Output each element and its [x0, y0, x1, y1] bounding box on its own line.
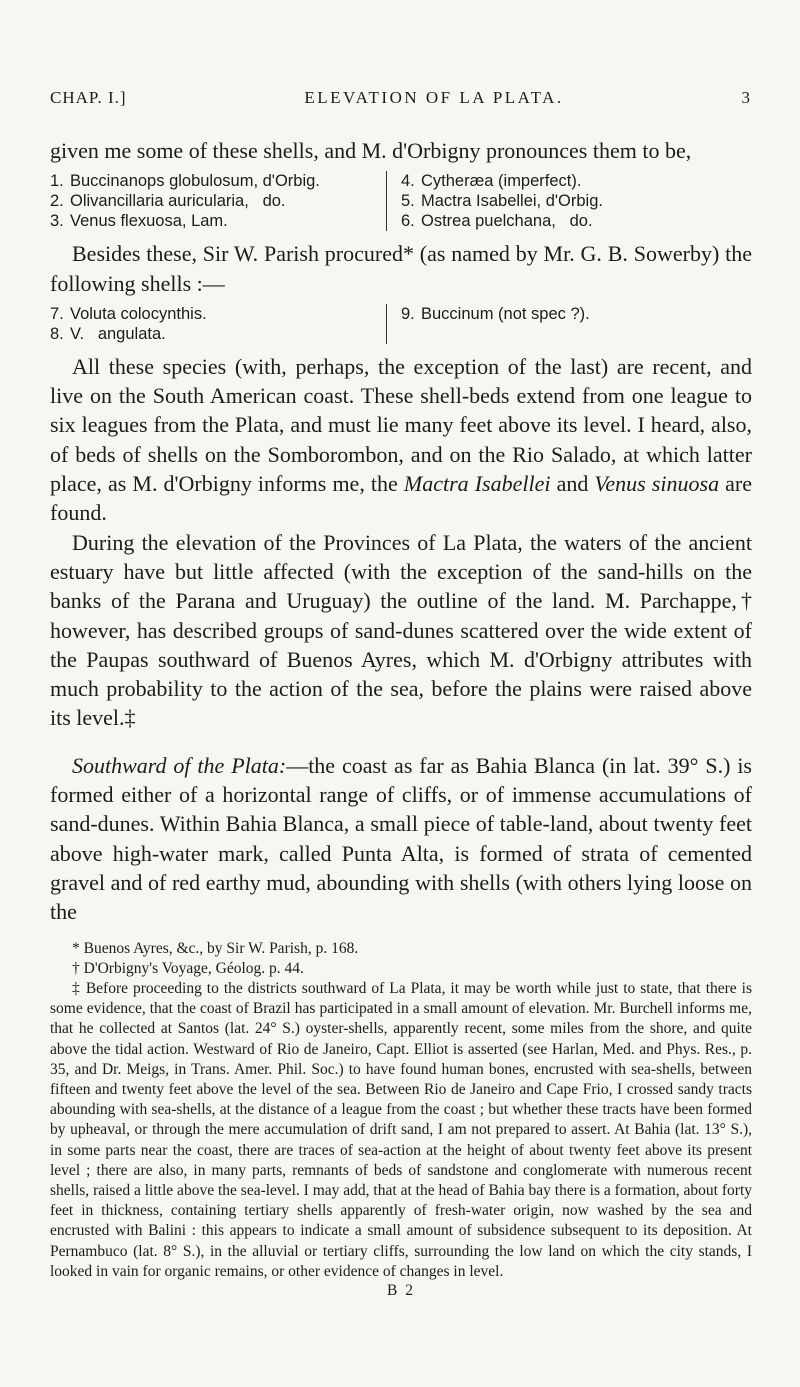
footnote: ‡ Before proceeding to the districts southward of La Plata, it may be worth while just to state, that there is some evidence, that the coast of Brazil has participated in a small amount of elevation. Mr. Burchell informs me, that he collected at Santos (lat. 24° S.) oyster-shells, apparently recent, some miles from the shore, and quite above the tidal action. Westward of Rio de Janeiro, Capt. Elliot is asserted (see Harlan, Med. and Phys. Res., p. 35, and Dr. Meigs, in Trans. Amer. Phil. Soc.) to have found human bones, encrusted with sea-shells, between fifteen and twenty feet above the level of the sea. Between Rio de Janeiro and Cape Frio, I crossed sandy tracts abounding with sea-shells, at the distance of a league from the coast ; but whether these tracts have been formed by upheaval, or through the mere accumulation of drift sand, I am not prepared to assert. At Bahia (lat. 13° S.), in some parts near the coast, there are traces of sea-action at the height of about twenty feet above its present level ; there are also, in many parts, remnants of beds of sandstone and conglomerate with numerous recent shells, raised a little above the sea-level. I may add, that at the head of Bahia bay there is a formation, about forty feet in thickness, containing tertiary shells apparently of fresh-water origin, now washed by the sea and encrusted with Balini : this appears to indicate a small amount of subsidence subsequent to its deposition. At Pernambuco (lat. 8° S.), in the alluvial or tertiary cliffs, surrounding the low land on which the city stands, I looked in vain for organic remains, or other evidence of changes in level. — [50, 979, 752, 1280]
list-item: 2. Olivancillaria auricularia, do. — [50, 192, 286, 211]
shell-list-1 — [50, 171, 752, 231]
section-heading: Southward of the Plata: — [72, 752, 287, 778]
paragraph-parish: Besides these, Sir W. Parish procured* (as named by Mr. G. B. Sowerby) the following shells :— — [50, 241, 752, 296]
shell-list-2 — [50, 304, 752, 344]
page-number: 3 — [741, 88, 752, 107]
list-item: 4. Cytheræa (imperfect). — [401, 172, 582, 191]
footnotes — [50, 939, 752, 1282]
chapter-label: CHAP. I.] — [50, 88, 127, 107]
running-header — [50, 88, 752, 108]
shell-list-2-left — [50, 304, 387, 344]
shell-list-1-left — [50, 171, 387, 231]
list-item: 7. Voluta colocynthis. — [50, 304, 207, 323]
shell-list-2-right — [387, 304, 737, 344]
species-mactra: Mactra Isabellei — [403, 471, 551, 497]
list-item: 3. Venus flexuosa, Lam. — [50, 212, 228, 231]
list-item: 6. Ostrea puelchana, do. — [401, 212, 593, 231]
signature-mark: B 2 — [387, 1281, 415, 1299]
list-item: 8. V. angulata. — [50, 324, 166, 343]
running-title: ELEVATION OF LA PLATA. — [304, 88, 564, 107]
footnote: * Buenos Ayres, &c., by Sir W. Parish, p. 168. — [72, 939, 359, 957]
paragraph-species: All these species (with, perhaps, the exception of the last) are recent, and live on the South American coast. These shell-beds extend from one league to six leagues from the Plata, and must lie many feet above its level. I heard, also, of beds of shells on the Somborombon, and on the Rio Salado, at which latter place, as M. d'Orbigny informs me, the Mactra Isabellei and Venus sinuosa are found. — [50, 353, 753, 526]
list-item: 1. Buccinanops globulosum, d'Orbig. — [50, 172, 320, 191]
shell-list-1-right — [387, 171, 737, 231]
book-page — [50, 88, 752, 1300]
paragraph-intro: given me some of these shells, and M. d'Orbigny pronounces them to be, — [50, 138, 692, 163]
list-item: 5. Mactra Isabellei, d'Orbig. — [401, 192, 603, 211]
species-venus: Venus sinuosa — [594, 471, 720, 497]
paragraph-southward: Southward of the Plata:—the coast as far as Bahia Blanca (in lat. 39° S.) is formed either of a horizontal range of cliffs, or of immense accumulations of sand-dunes. Within Bahia Blanca, a small piece of table-land, about twenty feet above high-water mark, called Punta Alta, is formed of strata of cemented gravel and of red earthy mud, abounding with shells (with others lying loose on the — [50, 752, 752, 925]
list-item: 9. Buccinum (not spec ?). — [401, 304, 590, 323]
footnote: † D'Orbigny's Voyage, Géolog. p. 44. — [72, 959, 304, 977]
paragraph-elevation: During the elevation of the Provinces of La Plata, the waters of the ancient estuary have but little affected (with the exception of the sand-hills on the banks of the Parana and Uruguay) the outline of the land. M. Parchappe,† however, has described groups of sand-dunes scattered over the wide extent of the Paupas southward of Buenos Ayres, which M. d'Orbigny attributes with much probability to the action of the sea, before the plains were raised above its level.‡ — [50, 529, 752, 731]
